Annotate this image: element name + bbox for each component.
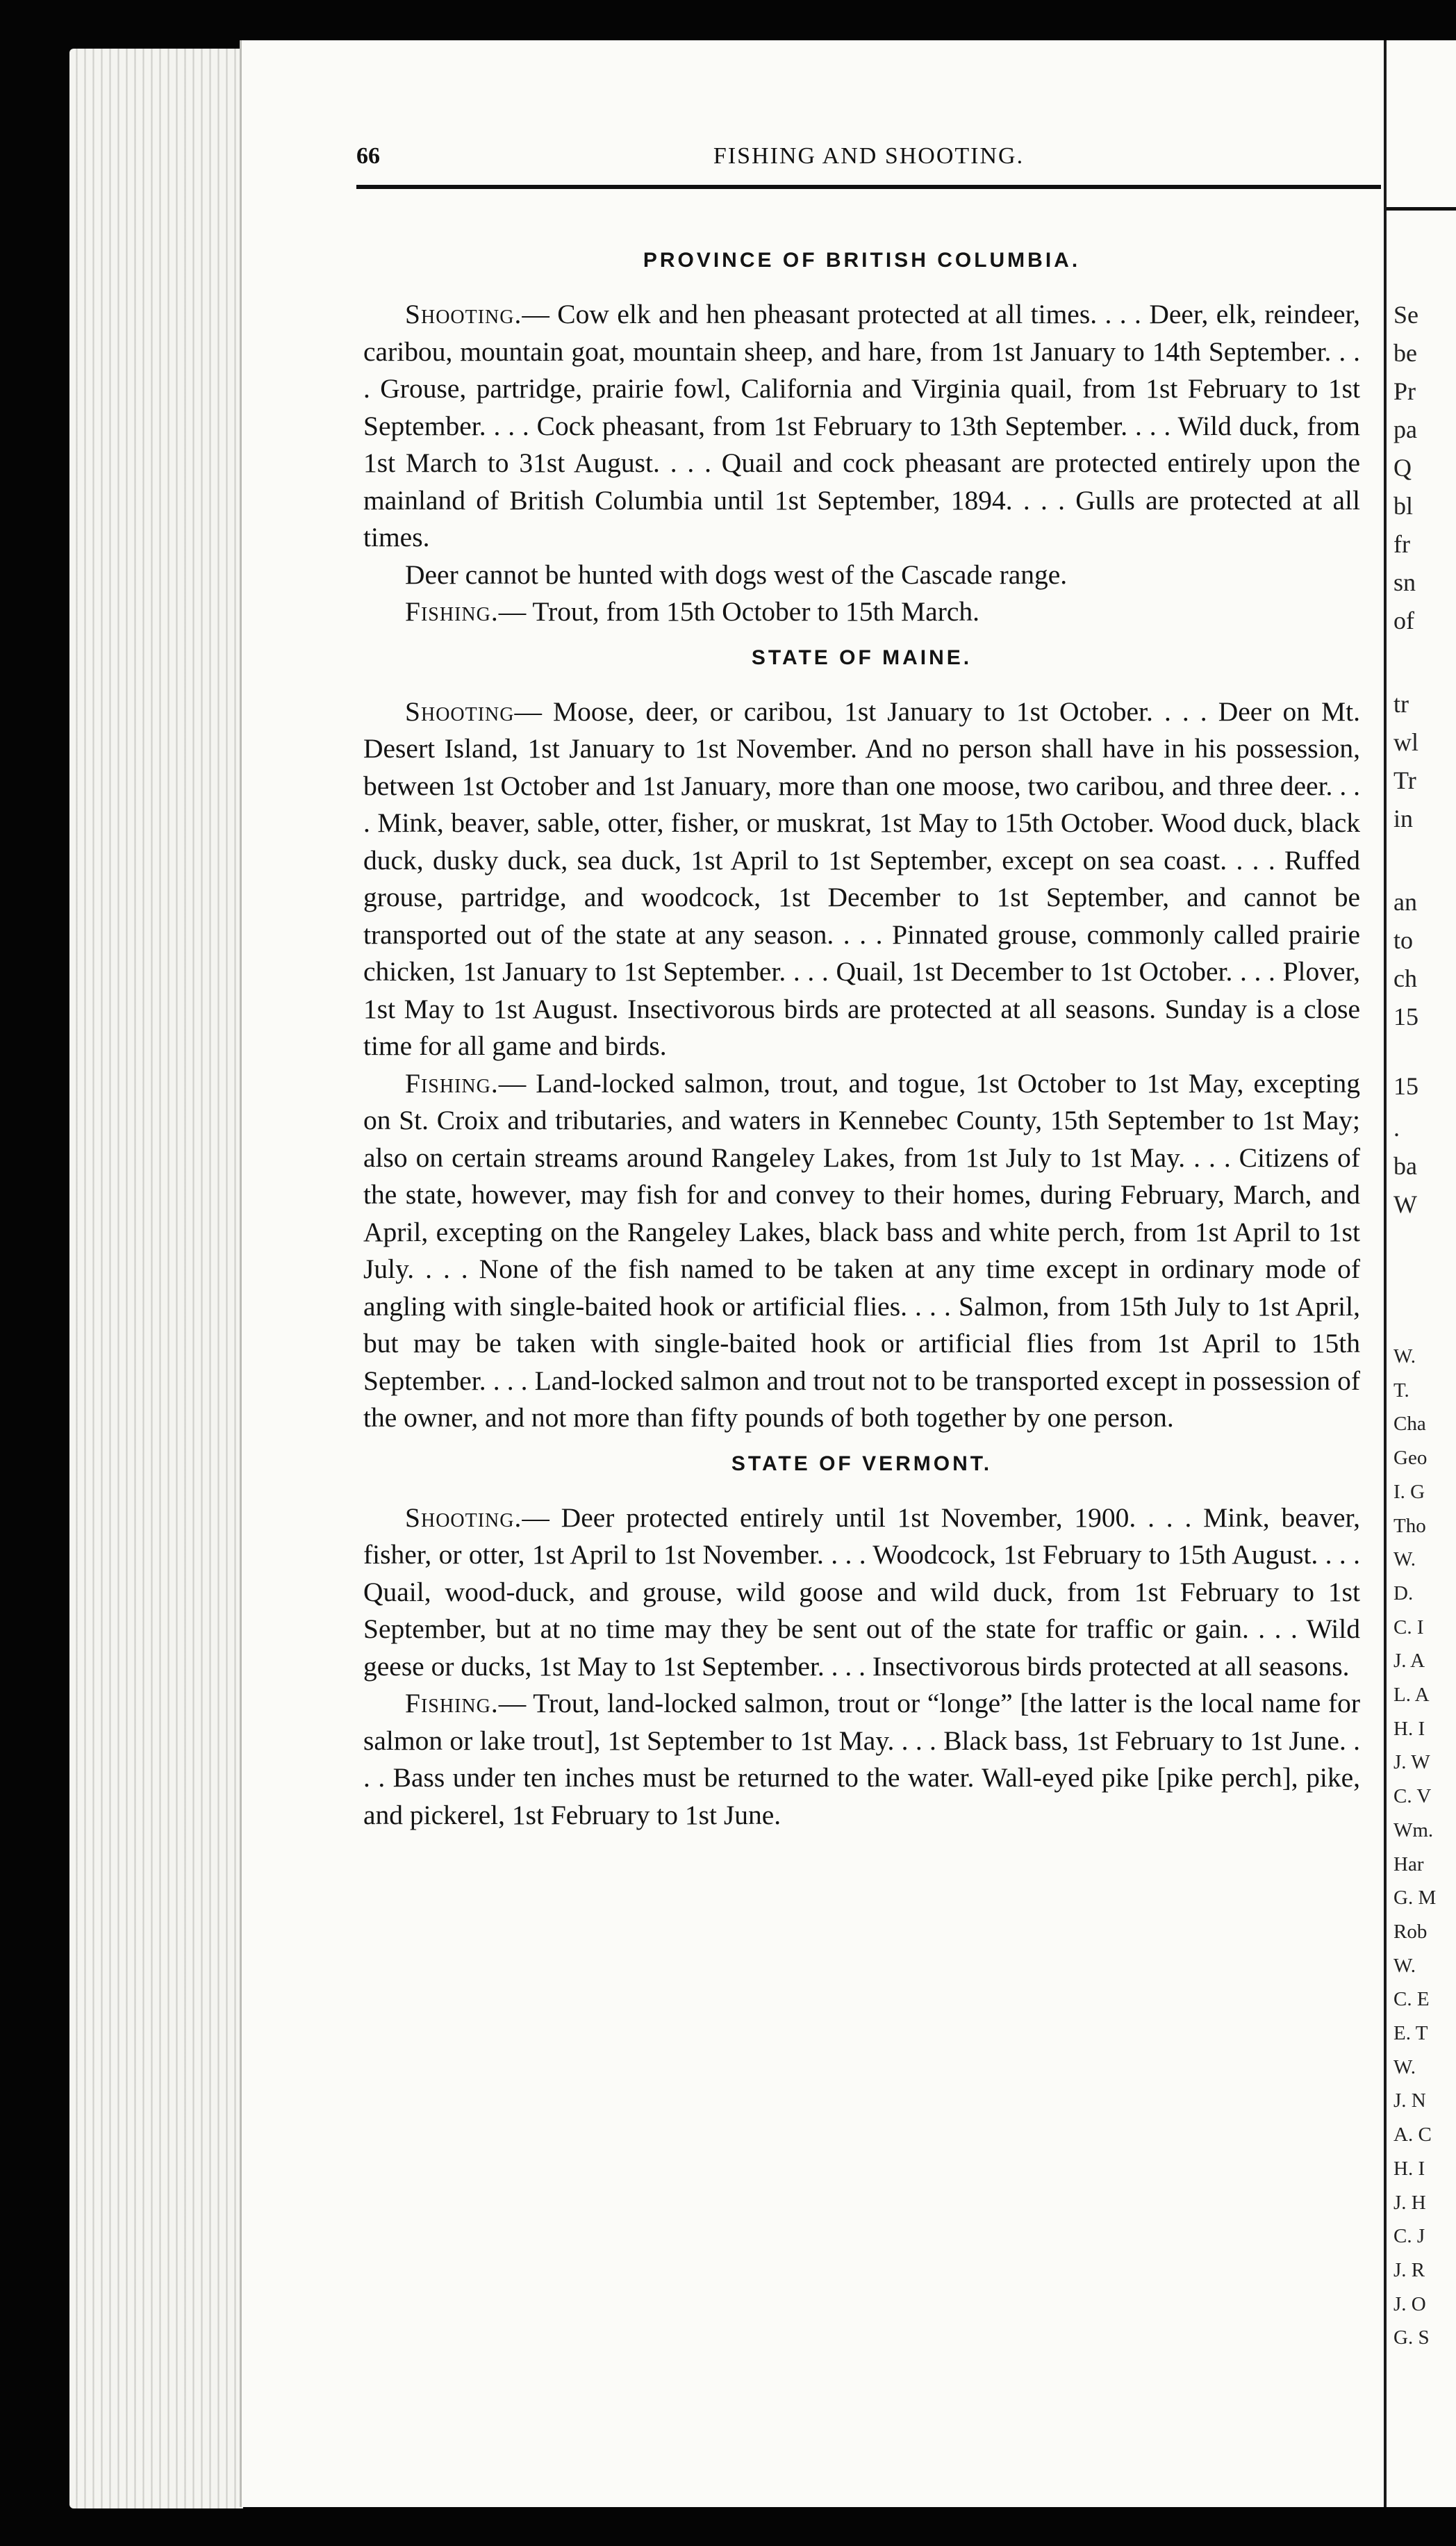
facing-page-fragment: ch — [1393, 964, 1417, 992]
facing-page-name: G. M — [1393, 1887, 1437, 1910]
facing-page-fragment: W — [1393, 1190, 1417, 1218]
facing-page-name: J. H — [1393, 2191, 1426, 2214]
book-page — [240, 40, 1384, 2507]
facing-page-name: J. W — [1393, 1751, 1430, 1774]
facing-page-fragment: of — [1393, 607, 1414, 634]
paragraph-text: — Moose, deer, or caribou, 1st January to 1st October. . . . Deer on Mt. Desert Island, 1st January to 1st November. And no person shall have in his possession, between 1st October and 1st January, more than one moose, two caribou, and three deer. . . . Mink, beaver, sable, otter, fisher, or muskrat, 1st May to 15th October. Wood duck, black duck, dusky duck, sea duck, 1st April to 1st September, except on sea coast. . . . Ruffed grouse, partridge, and woodcock, 1st December to 1st September, and cannot be transported out of the state at any season. . . . Pinnated grouse, commonly called prairie chicken, 1st January to 1st September. . . . Quail, 1st December to 1st October. . . . Plover, 1st May to 1st August. Insectivorous birds are protected at all seasons. Sunday is a close time for all game and birds. — [363, 696, 1360, 1061]
facing-page-fragment: be — [1393, 339, 1417, 367]
paragraph-lead: Fishing. — [405, 1067, 499, 1099]
paragraph-lead: Shooting — [405, 696, 515, 727]
facing-page-name-list — [1393, 1340, 1436, 2355]
paragraph — [363, 296, 1360, 557]
facing-page-name: J. R — [1393, 2258, 1425, 2281]
paragraph-text: — Cow elk and hen pheasant protected at all times. . . . Deer, elk, reindeer, caribou, mountain goat, mountain sheep, and hare, from 1st January to 14th September. . . . Grouse, partridge, prairie fowl, California and Virginia quail, from 1st February to 1st September. . . . Cock pheasant, from 1st February to 13th September. . . . Wild duck, from 1st March to 31st August. . . . Quail and cock pheasant are protected entirely upon the mainland of British Columbia until 1st September, 1894. . . . Gulls are protected at all times. — [363, 299, 1360, 552]
facing-page-fragment: in — [1393, 805, 1414, 832]
facing-page-name: W. — [1393, 1345, 1416, 1368]
facing-page-name: G. S — [1393, 2326, 1430, 2349]
facing-page-name: C. I — [1393, 1616, 1424, 1639]
page-stack-edges — [69, 49, 243, 2508]
facing-page-rule — [1387, 207, 1456, 211]
facing-page-name: C. J — [1393, 2225, 1425, 2248]
facing-page-name: J. N — [1393, 2089, 1426, 2112]
paragraph-lead: Shooting. — [405, 299, 522, 329]
paragraph-text: — Trout, land-locked salmon, trout or “longe” [the latter is the local name for salmon or lake trout], 1st September to 1st May. . . . Black bass, 1st February to 1st June. . . . Bass under ten inches must be returned to the water. Wall-eyed pike [pike perch], pike, and pickerel, 1st February to 1st June. — [363, 1688, 1360, 1830]
page-number: 66 — [356, 143, 380, 169]
facing-page-name: C. E — [1393, 1988, 1430, 2011]
paragraph-lead: Fishing. — [405, 1688, 499, 1718]
facing-page-name: Geo — [1393, 1447, 1428, 1470]
facing-page-name: D. — [1393, 1582, 1414, 1604]
facing-page-name: Rob — [1393, 1920, 1428, 1943]
paragraph-text: — Deer protected entirely until 1st November, 1900. . . . Mink, beaver, fisher, or otter, 1st April to 1st November. . . . Woodcock, 1st February to 15th August. . . . Quail, wood-duck, and grouse, wild goose and wild duck, from 1st February to 1st September, but at no time may they be sent out of the state for traffic or gain. . . . Wild geese or ducks, 1st May to 1st September. . . . Insectivorous birds protected at all seasons. — [363, 1502, 1360, 1682]
page-content — [363, 233, 1360, 1834]
facing-page-name: J. O — [1393, 2292, 1426, 2315]
facing-page-name: Har — [1393, 1853, 1424, 1875]
paragraph — [363, 1685, 1360, 1834]
facing-page-name: Wm. — [1393, 1818, 1434, 1841]
facing-page-name: I. G — [1393, 1480, 1425, 1503]
facing-page-fragment: to — [1393, 926, 1414, 954]
facing-page-fragment: fr — [1393, 530, 1410, 558]
page-title: FISHING AND SHOOTING. — [713, 143, 1025, 169]
facing-page-name: A. C — [1393, 2124, 1432, 2146]
facing-page-fragment: wl — [1393, 728, 1418, 756]
facing-page-fragment: Tr — [1393, 766, 1416, 794]
section-heading-maine: STATE OF MAINE. — [751, 646, 973, 669]
facing-page-name: W. — [1393, 1548, 1416, 1571]
running-head — [356, 143, 1381, 189]
paragraph-lead: Fishing. — [405, 596, 499, 627]
section-heading-british-columbia: PROVINCE OF BRITISH COLUMBIA. — [643, 249, 1081, 272]
facing-page-fragment: Pr — [1393, 377, 1416, 405]
facing-page-name: Tho — [1393, 1514, 1426, 1537]
facing-page-fragment: an — [1393, 888, 1417, 916]
facing-page-fragment: bl — [1393, 492, 1414, 520]
facing-page-name: E. T — [1393, 2022, 1428, 2045]
paragraph — [363, 1500, 1360, 1686]
paragraph — [363, 1065, 1360, 1437]
facing-page-fragment: 15 — [1393, 1072, 1418, 1100]
paragraph-text: Deer cannot be hunted with dogs west of the Cascade range. — [405, 559, 1068, 590]
facing-page-fragment: . — [1393, 1114, 1400, 1142]
paragraph — [363, 593, 1360, 631]
facing-page-fragment: 15 — [1393, 1003, 1418, 1030]
section-heading-vermont: STATE OF VERMONT. — [731, 1452, 993, 1475]
paragraph-text: — Trout, from 15th October to 15th March. — [498, 596, 980, 627]
paragraph — [363, 557, 1360, 594]
paragraph — [363, 693, 1360, 1065]
facing-page-fragment: Se — [1393, 301, 1418, 329]
facing-page-fragment: Q — [1393, 454, 1412, 482]
facing-page-fragment: ba — [1393, 1152, 1417, 1180]
facing-page-fragment: pa — [1393, 416, 1417, 443]
facing-page-name: W. — [1393, 2055, 1416, 2078]
paragraph-text: — Land-locked salmon, trout, and togue, 1st October to 1st May, excepting on St. Croix and tributaries, and waters in Kennebec County, 15th September to 1st May; also on certain streams around Rangeley Lakes, from 1st July to 1st May. . . . Citizens of the state, however, may fish for and convey to their homes, during February, March, and April, excepting on the Rangeley Lakes, black bass and white perch, from 1st April to 1st July. . . . None of the fish named to be taken at any time except in ordinary mode of angling with single-baited hook or artificial flies. . . . Salmon, from 15th July to 1st April, but may be taken with single-baited hook or artificial flies from 1st April to 15th September. . . . Land-locked salmon and trout not to be transported except in possession of the owner, and not more than fifty pounds of both together by one person. — [363, 1067, 1360, 1433]
facing-page-name: H. I — [1393, 2157, 1425, 2180]
facing-page-name: W. — [1393, 1954, 1416, 1977]
paragraph-lead: Shooting. — [405, 1502, 522, 1533]
facing-page-fragment: tr — [1393, 690, 1409, 718]
facing-page-name: C. V — [1393, 1785, 1432, 1808]
facing-page-name: H. I — [1393, 1717, 1425, 1740]
facing-page-name: Cha — [1393, 1413, 1426, 1436]
facing-page-name: L. A — [1393, 1684, 1430, 1707]
facing-page — [1384, 40, 1456, 2507]
facing-page-fragment: sn — [1393, 568, 1416, 596]
facing-page-name: J. A — [1393, 1650, 1425, 1673]
facing-page-name: T. — [1393, 1379, 1409, 1402]
